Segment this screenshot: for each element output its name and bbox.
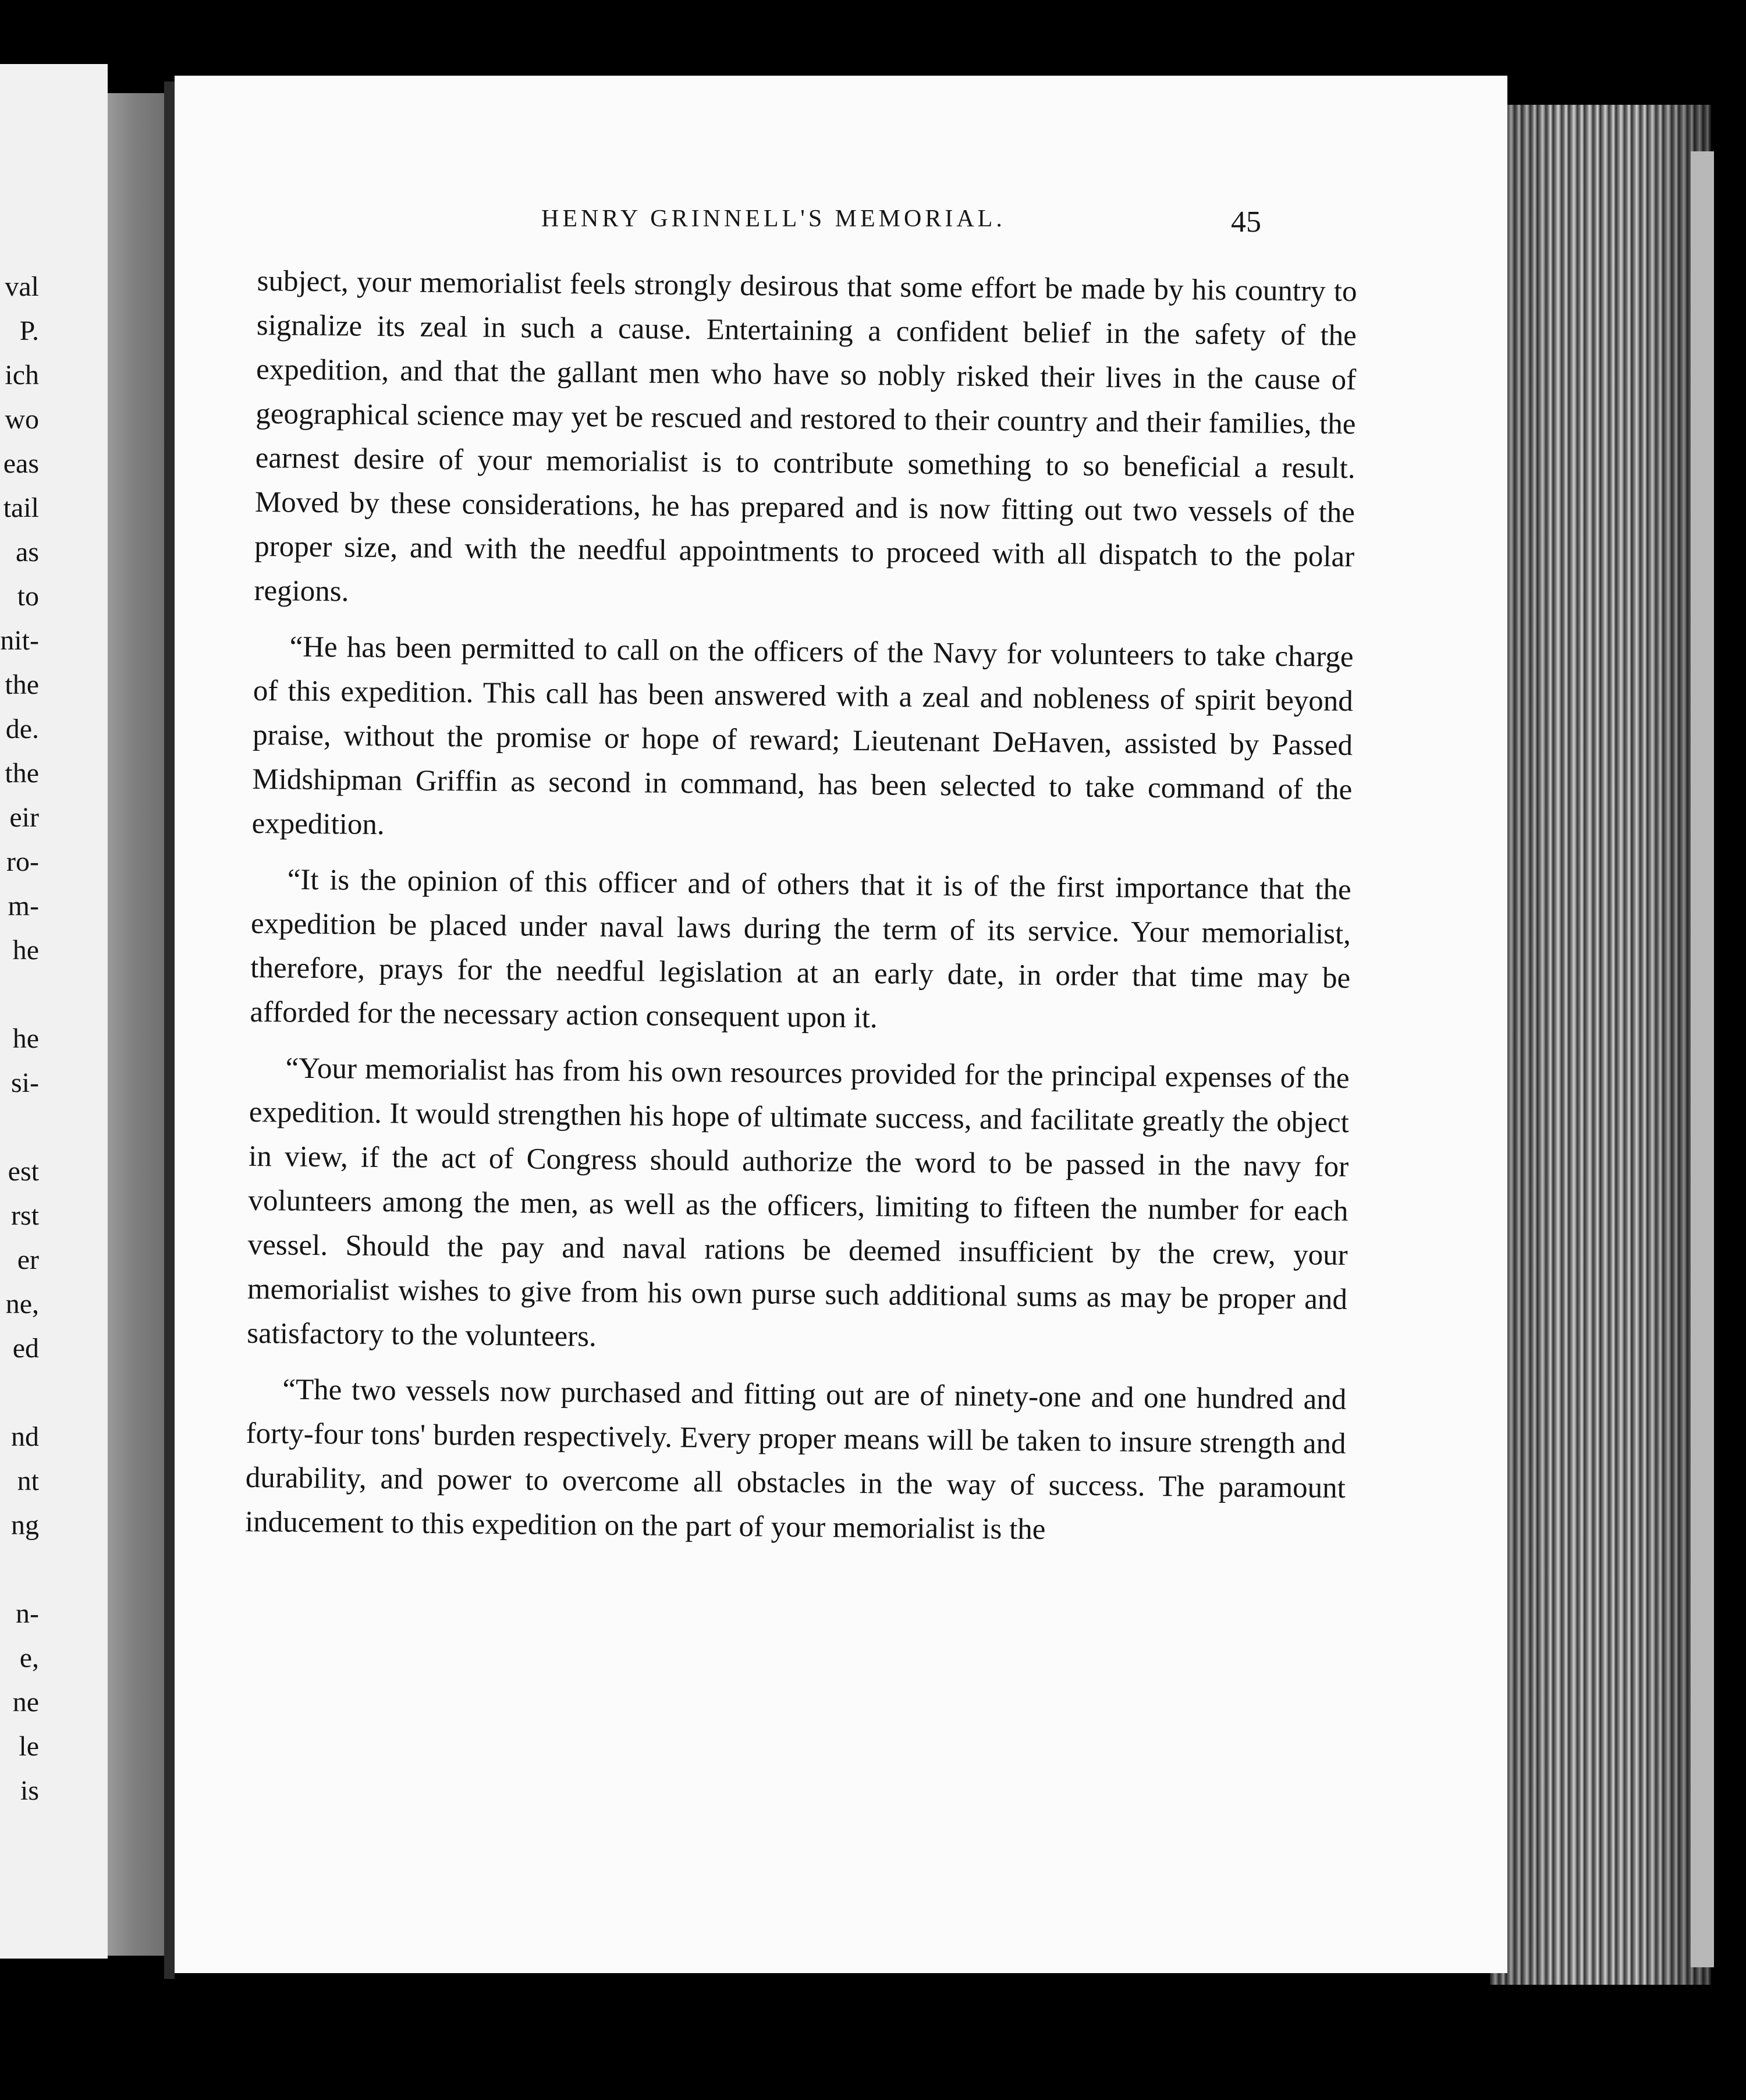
body-text	[245, 259, 1357, 1566]
left-line-fragment: nd	[11, 1421, 39, 1452]
left-line-fragment: as	[16, 537, 39, 567]
left-line-fragment	[0, 1105, 39, 1150]
left-line-fragment: ro-	[6, 846, 39, 877]
left-line-fragment: e,	[19, 1643, 39, 1673]
left-line-fragment: ne,	[5, 1289, 39, 1319]
left-line-fragment: m-	[8, 891, 39, 921]
left-line-fragment	[0, 1371, 39, 1415]
left-line-fragment: wo	[5, 404, 39, 435]
left-line-fragment: the	[5, 758, 39, 789]
left-line-fragment: the	[5, 669, 39, 700]
left-line-fragment: ed	[12, 1333, 39, 1364]
left-line-fragment: ich	[5, 360, 39, 391]
left-line-fragment	[0, 973, 39, 1017]
paragraph: “The two vessels now purchased and fitting out are of ninety-one and one hundred and forty-four tons' burden respectively. Every proper means will be taken to insure strength and durability, and power to overcome all obstacles in the way of success. The paramount inducement to this expedition on the part of your memorialist is the	[244, 1373, 1347, 1546]
left-line-fragment: to	[17, 581, 39, 612]
left-line-fragment: est	[8, 1156, 39, 1187]
fore-edge-shading	[1490, 105, 1711, 1985]
left-line-fragment: val	[5, 271, 39, 302]
paragraph: subject, your memorialist feels strongly desirous that some effort be made by his country to signalize its zeal in such a cause. Entertaining a confident belief in the safety of the expedition, and that the gallant men who have so nobly risked their lives in the cause of geographical science may yet be rescued and restored to their country and their families, the earnest desire of your memorialist is to contribute something to so beneficial a result. Moved by these considerations, he has prepared and is now fitting out two vessels of the proper size, and with the needful appointments to proceed with all dispatch to the polar regions.	[254, 264, 1357, 608]
left-line-fragment: de.	[5, 714, 39, 744]
main-page	[175, 76, 1507, 1973]
left-line-fragment: eas	[3, 448, 39, 479]
left-line-fragment: nt	[17, 1466, 39, 1496]
left-line-fragment: eir	[9, 802, 39, 833]
left-line-fragment: P.	[19, 315, 39, 346]
left-line-fragment	[0, 1548, 39, 1592]
page-number: 45	[1231, 205, 1261, 239]
left-line-fragment: er	[17, 1244, 39, 1275]
paragraph: “Your memorialist has from his own resources provided for the principal expenses of the expedition. It would strengthen his hope of ultimate success, and facilitate greatly the object in view, if the act of Congress should authorize the word to be passed in the navy for volunteers among the men, as well as the officers, limiting to fifteen the number for each vessel. Should the pay and naval rations be deemed insufficient by the crew, your memorialist wishes to give from his own purse such additional sums as may be proper and satisfactory to the volunteers.	[247, 1052, 1350, 1353]
paragraph: “He has been permitted to call on the officers of the Navy for volunteers to take charge of this expedition. This call has been answered with a zeal and nobleness of spirit beyond praise, without the promise or hope of reward; Lieutenant DeHaven, assisted by Passed Midshipman Griffin as second in command, has been selected to take command of the expedition.	[251, 630, 1354, 842]
left-line-fragment: si-	[11, 1067, 39, 1098]
left-line-fragment: n-	[16, 1598, 39, 1629]
left-line-fragment: he	[12, 1023, 39, 1054]
paragraph: “It is the opinion of this officer and of others that it is of the first importance that the expedition be placed under naval laws during the term of its service. Your memorialist, therefore, prays for the needful legislation at an early date, in order that time may be afforded for the necessary action consequent upon it.	[250, 863, 1351, 1035]
running-title: HENRY GRINNELL'S MEMORIAL.	[541, 205, 1006, 232]
left-line-fragment: ne	[12, 1687, 39, 1718]
left-page-line-fragments	[0, 265, 39, 1813]
left-line-fragment: ng	[11, 1510, 39, 1541]
left-line-fragment: rst	[11, 1200, 39, 1231]
left-line-fragment: is	[20, 1775, 39, 1806]
left-line-fragment: le	[19, 1731, 39, 1762]
left-line-fragment: nit-	[0, 625, 39, 656]
left-facing-page	[0, 64, 108, 1959]
page-header	[175, 205, 1507, 246]
cover-board-edge	[1691, 151, 1714, 1967]
left-line-fragment: tail	[3, 492, 39, 523]
left-line-fragment: he	[12, 935, 39, 966]
gutter-shadow	[164, 81, 175, 1979]
